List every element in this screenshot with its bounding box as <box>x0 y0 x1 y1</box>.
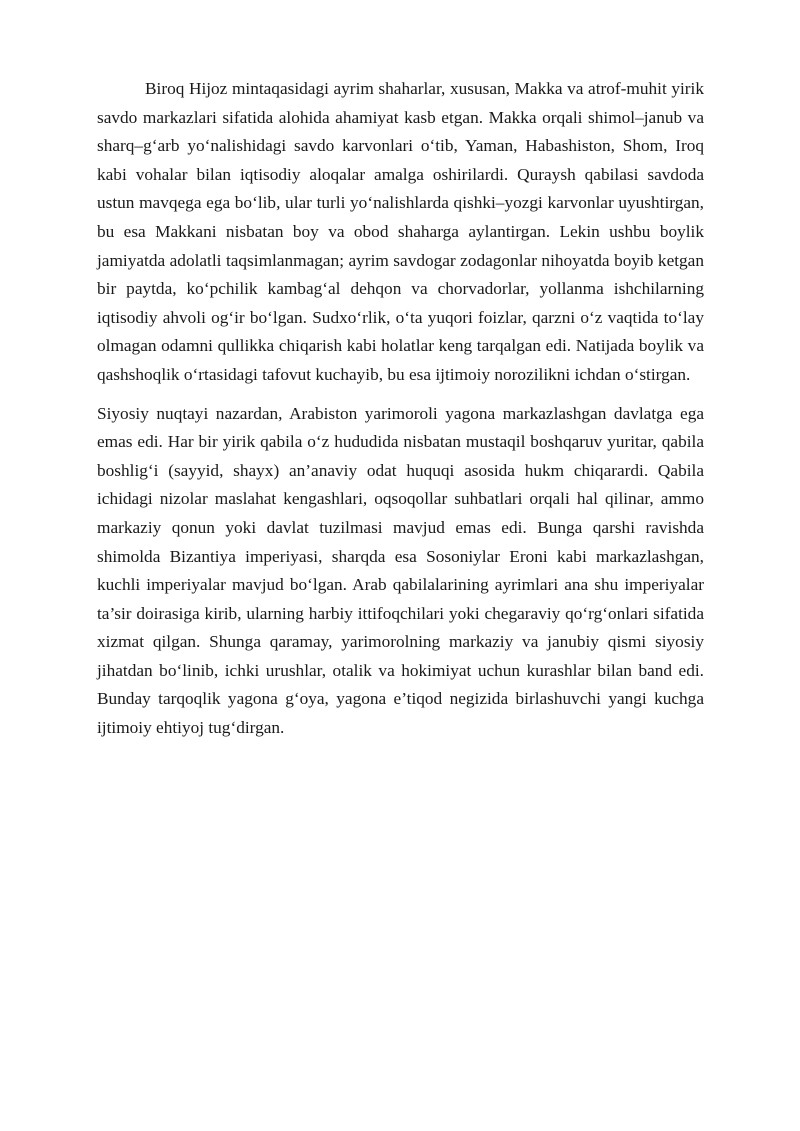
document-page <box>97 75 704 743</box>
paragraph-trade-economy: Biroq Hijoz mintaqasidagi ayrim shaharlar, xususan, Makka va atrof-muhit yirik savdo markazlari sifatida alohida ahamiyat kasb etgan. Makka orqali shimol–janub va sharq–g‘arb yo‘nalishidagi savdo karvonlari o‘tib, Yaman, Habashiston, Shom, Iroq kabi vohalar bilan iqtisodiy aloqalar amalga oshirilardi. Quraysh qabilasi savdoda ustun mavqega ega bo‘lib, ular turli yo‘nalishlarda qishki–yozgi karvonlar uyushtirgan, bu esa Makkani nisbatan boy va obod shaharga aylantirgan. Lekin ushbu boylik jamiyatda adolatli taqsimlanmagan; ayrim savdogar zodagonlar nihoyatda boyib ketgan bir paytda, ko‘pchilik kambag‘al dehqon va chorvadorlar, yollanma ishchilarning iqtisodiy ahvoli og‘ir bo‘lgan. Sudxo‘rlik, o‘ta yuqori foizlar, qarzni o‘z vaqtida to‘lay olmagan odamni qullikka chiqarish kabi holatlar keng tarqalgan edi. Natijada boylik va qashshoqlik o‘rtasidagi tafovut kuchayib, bu esa ijtimoiy norozilikni ichdan o‘stirgan. <box>97 79 704 384</box>
paragraph-political-situation: Siyosiy nuqtayi nazardan, Arabiston yarimoroli yagona markazlashgan davlatga ega emas edi. Har bir yirik qabila o‘z hududida nisbatan mustaqil boshqaruv yuritar, qabila boshlig‘i (sayyid, shayx) an’anaviy odat huquqi asosida hukm chiqarardi. Qabila ichidagi nizolar maslahat kengashlari, oqsoqollar suhbatlari orqali hal qilinar, ammo markaziy qonun yoki davlat tuzilmasi mavjud emas edi. Bunga qarshi ravishda shimolda Bizantiya imperiyasi, sharqda esa Sosoniylar Eroni kabi markazlashgan, kuchli imperiyalar mavjud bo‘lgan. Arab qabilalarining ayrimlari ana shu imperiyalar ta’sir doirasiga kirib, ularning harbiy ittifoqchilari yoki chegaraviy qo‘rg‘onlari sifatida xizmat qilgan. Shunga qaramay, yarimorolning markaziy va janubiy qismi siyosiy jihatdan bo‘linib, ichki urushlar, otalik va hokimiyat uchun kurashlar bilan band edi. Bunday tarqoqlik yagona g‘oya, yagona e’tiqod negizida birlashuvchi yangi kuchga ijtimoiy ehtiyoj tug‘dirgan. <box>97 403 704 738</box>
